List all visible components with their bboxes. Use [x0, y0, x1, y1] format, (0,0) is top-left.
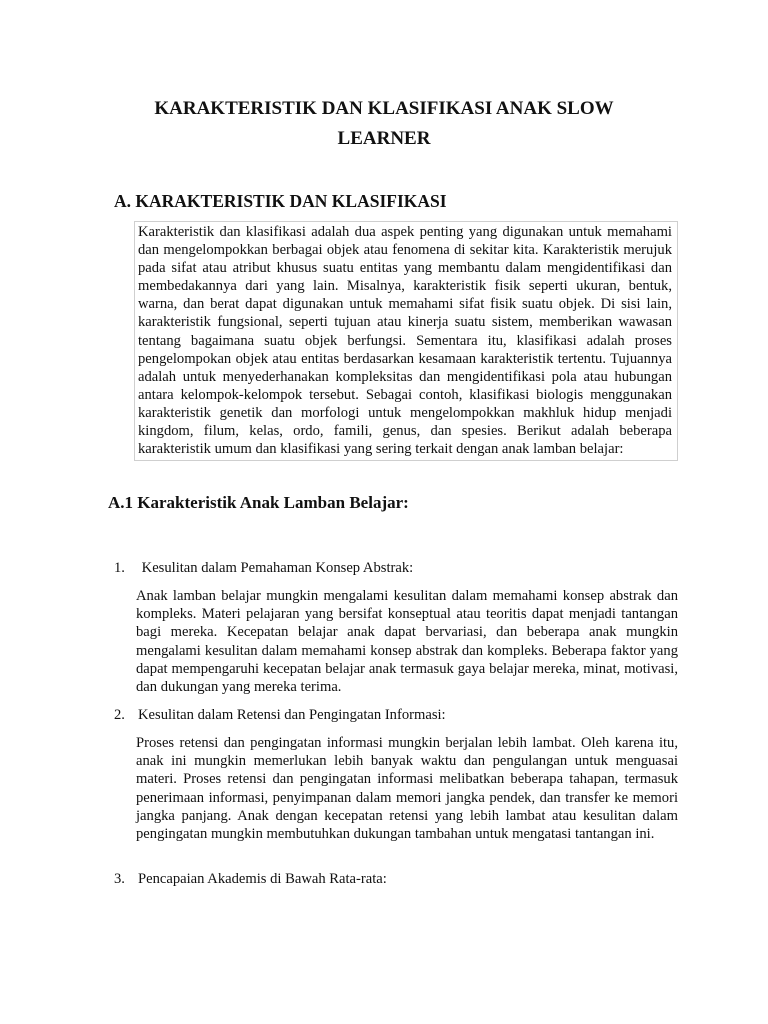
list-item-2-heading — [114, 706, 446, 724]
subsection-a1-heading: A.1 Karakteristik Anak Lamban Belajar: — [108, 493, 409, 512]
list-item-title: Kesulitan dalam Retensi dan Pengingatan Informasi: — [138, 707, 446, 723]
list-item-2-body: Proses retensi dan pengingatan informasi mungkin berjalan lebih lambat. Oleh karena itu, anak ini mungkin memerlukan lebih banyak waktu dan pengulangan untuk menguasai materi. Proses retensi dan pengingatan informasi melibatkan beberapa tahapan, termasuk penerimaan informasi, penyimpanan dalam memori jangka pendek, dan transfer ke memori jangka panjang. Anak dengan kecepatan retensi yang lebih lambat atau kesulitan dalam pengingatan mungkin membutuhkan dukungan tambahan untuk mengatasi tantangan ini. — [136, 735, 678, 843]
list-item-title: Pencapaian Akademis di Bawah Rata-rata: — [138, 871, 387, 887]
section-a-heading: A. KARAKTERISTIK DAN KLASIFIKASI — [114, 191, 447, 211]
list-item-number: 3. — [114, 871, 125, 887]
list-item-title: Kesulitan dalam Pemahaman Konsep Abstrak: — [138, 560, 414, 576]
list-item-number: 1. — [114, 560, 125, 576]
list-item-1-heading — [114, 559, 413, 577]
list-item-number: 2. — [114, 707, 125, 723]
list-item-1-body: Anak lamban belajar mungkin mengalami kesulitan dalam memahami konsep abstrak dan kompleks. Materi pelajaran yang bersifat konseptual atau teoritis dapat menjadi tantangan bagi mereka. Kecepatan belajar anak dapat bervariasi, dan beberapa anak mungkin mengalami kesulitan dalam memahami konsep abstrak dan kompleks. Beberapa faktor yang dapat mempengaruhi kecepatan belajar anak termasuk gaya belajar mereka, minat, motivasi, dan dukungan yang mereka terima. — [136, 588, 678, 696]
section-a-body: Karakteristik dan klasifikasi adalah dua aspek penting yang digunakan untuk memahami dan mengelompokkan berbagai objek atau fenomena di sekitar kita. Karakteristik merujuk pada sifat atau atribut khusus suatu entitas yang membantu dalam mengidentifikasi dan membedakannya dari yang lain. Misalnya, karakteristik fisik seperti ukuran, bentuk, warna, dan berat dapat digunakan untuk memahami sifat fisik suatu objek. Di sisi lain, karakteristik fungsional, seperti tujuan atau kinerja suatu sistem, memberikan wawasan tentang bagaimana suatu objek berfungsi. Sementara itu, klasifikasi adalah proses pengelompokan objek atau entitas berdasarkan kesamaan karakteristik tertentu. Tujuannya adalah untuk menyederhanakan kompleksitas dan mengidentifikasi pola atau hubungan antara kelompok-kelompok tersebut. Sebagai contoh, klasifikasi biologis menggunakan karakteristik genetik dan morfologi untuk mengelompokkan makhluk hidup menjadi kingdom, filum, kelas, ordo, famili, genus, dan spesies. Berikut adalah beberapa karakteristik umum dan klasifikasi yang sering terkait dengan anak lamban belajar: — [134, 221, 678, 461]
document-title: KARAKTERISTIK DAN KLASIFIKASI ANAK SLOW LEARNER — [154, 98, 614, 149]
list-item-3-heading — [114, 870, 387, 888]
